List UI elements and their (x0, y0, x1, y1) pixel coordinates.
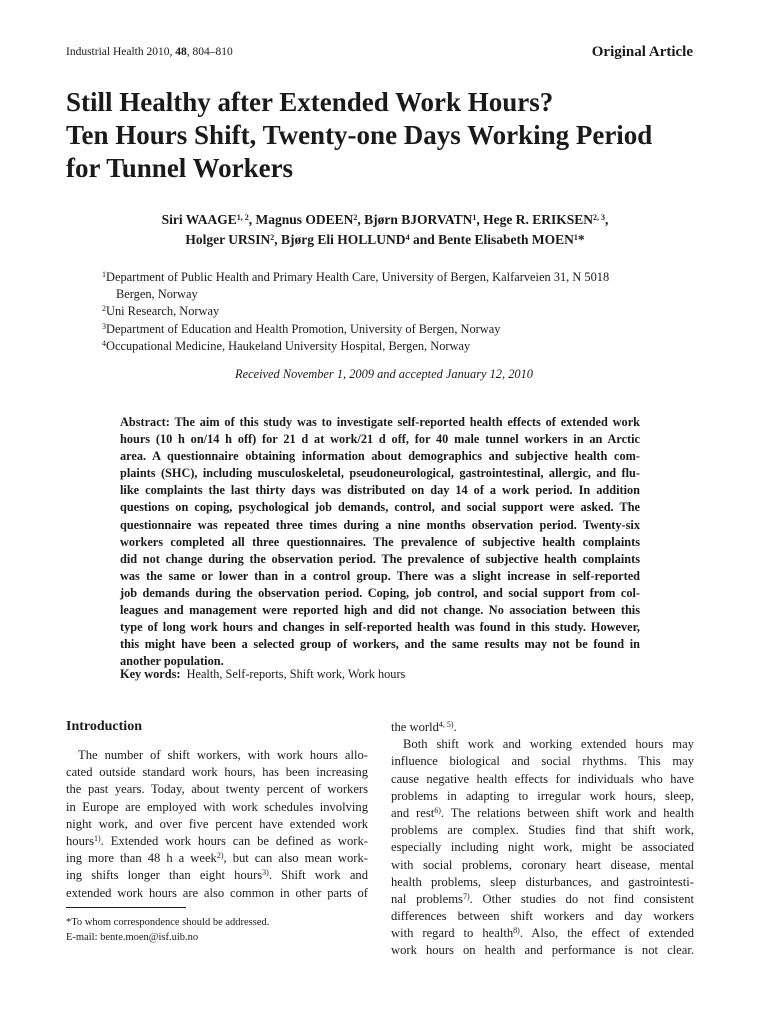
author-name: Siri WAAGE (161, 212, 237, 227)
author-name: , Bjørn BJORVATN (357, 212, 473, 227)
abstract-line: Abstract: The aim of this study was to investigate self-reported health effects of extended work (120, 415, 640, 429)
affiliation-text: Department of Public Health and Primary Health Care, University of Bergen, Kalfarveien 31, N 5018 (106, 270, 610, 284)
abstract-line: questions on coping, psychological job demands, control, and social support were asked. The (120, 500, 640, 515)
keywords-value: Health, Self-reports, Shift work, Work hours (180, 667, 406, 681)
body-line: problems in adapting to irregular work hours, sleep, (391, 788, 694, 803)
title-line: Ten Hours Shift, Twenty-one Days Working Period (66, 120, 653, 150)
abstract-line: workers completed all three questionnaires. The prevalence of subjective health complaints (120, 534, 640, 549)
citation-sup: 6) (434, 805, 441, 815)
body-text: and rest (391, 805, 435, 820)
author-affil-sup: 1 (573, 233, 578, 242)
body-line: influence biological and social rhythms. This may (391, 754, 694, 769)
journal-pages: , 804–810 (186, 46, 233, 58)
affiliation (102, 269, 682, 286)
abstract-line: hours (10 h on/14 h off) for 21 d at work/21 d off, for 40 male tunnel workers in an Arctic (120, 432, 640, 447)
body-line (391, 719, 694, 736)
abstract-line: area. A questionnaire obtaining information about demographics and subjective health com- (120, 449, 640, 464)
body-line (66, 850, 368, 867)
abstract-line: this might have been a selected group of workers, and the same results may not be found in (120, 637, 640, 652)
body-text: . (453, 720, 457, 734)
author-list (95, 210, 675, 250)
body-text: . Extended work hours can be defined as work- (100, 833, 368, 848)
body-line: health problems, sleep disturbances, and gastrointesti- (391, 874, 694, 889)
affiliation-text: Occupational Medicine, Haukeland University Hospital, Bergen, Norway (106, 338, 471, 353)
body-line: work hours on health and performance is not clear. (391, 943, 694, 958)
body-line: differences between shift workers and day workers (391, 909, 694, 924)
body-line (66, 833, 368, 850)
corresponding-mark: * (577, 232, 585, 247)
author-affil-sup: 1 (472, 213, 477, 222)
abstract-line: leagues and management were reported high and did not change. No association between this (120, 603, 640, 618)
citation-sup: 2) (216, 851, 224, 861)
author-name: and Bente Elisabeth MOEN (409, 232, 574, 247)
body-text: . Shift work and (268, 868, 369, 883)
citation-sup: 4, 5) (438, 720, 454, 729)
author-affil-sup: 2, 3 (592, 213, 605, 222)
citation-sup: 3) (262, 868, 269, 878)
body-line (391, 805, 694, 822)
body-text: with regard to health (391, 926, 514, 941)
author-line (95, 230, 675, 250)
affiliation-text: Uni Research, Norway (106, 304, 220, 319)
body-line: problems are complex. Studies find that shift work, (391, 823, 694, 838)
body-line: Both shift work and working extended hours may (403, 737, 694, 752)
citation-sup: 8) (513, 926, 520, 936)
author-affil-sup: 2 (270, 233, 275, 242)
body-text: the world (391, 720, 439, 734)
keywords-label: Key words: (120, 667, 181, 681)
affiliation-number: 2 (102, 304, 106, 314)
abstract-line: type of long work hours and changes in self-reported health was found in this study. However, (120, 620, 640, 635)
title-line: for Tunnel Workers (66, 153, 294, 183)
body-line: extended work hours are also common in other parts of (66, 885, 368, 900)
affiliation (102, 338, 682, 355)
body-column-right (391, 719, 694, 960)
body-text: nal problems (391, 891, 463, 906)
abstract (120, 414, 640, 670)
body-line: with social problems, coronary heart disease, mental (391, 857, 694, 872)
footnote-rule (66, 907, 186, 908)
body-line: cated outside standard work hours, has been increasing (66, 765, 368, 780)
abstract-line: questionnaire was repeated three times during a nine months observation period. Twenty-six (120, 517, 640, 532)
author-line (95, 210, 675, 230)
abstract-line: like complaints the last thirty days was distributed on day 14 of a work period. In addition (120, 483, 640, 498)
body-text: . Other studies do not find consistent (469, 891, 695, 906)
body-line: night work, and over five percent have extended work (66, 816, 368, 831)
author-name: , Hege R. ERIKSEN (476, 212, 593, 227)
citation-sup: 7) (462, 891, 470, 901)
body-text: , but can also mean work- (223, 851, 368, 866)
affiliation-text: Department of Education and Health Promotion, University of Bergen, Norway (106, 321, 501, 336)
abstract-line: another population. (120, 654, 224, 669)
body-line: cause negative health effects for individuals who have (391, 771, 694, 786)
affiliation-continuation: Bergen, Norway (116, 287, 198, 302)
author-separator: , (604, 212, 609, 227)
footnote (66, 915, 269, 945)
author-name: , Magnus ODEEN (248, 212, 354, 227)
author-name: , Bjørg Eli HOLLUND (274, 232, 406, 247)
body-line: especially including night work, might be associated (391, 840, 694, 855)
author-affil-sup: 1, 2 (236, 213, 249, 222)
body-text: . The relations between shift work and health (440, 805, 694, 820)
body-line (391, 925, 694, 942)
body-text: . Also, the effect of extended (519, 926, 694, 941)
correspondence-email: E-mail: bente.moen@isf.uib.no (66, 932, 199, 943)
affiliations (102, 269, 682, 355)
body-line: The number of shift workers, with work hours allo- (78, 748, 368, 762)
abstract-line: did not change during the observation period. The prevalence of subjective health complaints (120, 551, 640, 566)
body-text: ing shifts longer than eight hours (66, 868, 263, 883)
correspondence-note: *To whom correspondence should be addressed. (66, 917, 270, 928)
body-text: hours (66, 833, 94, 848)
article-type: Original Article (591, 44, 693, 60)
affiliation-number: 4 (102, 338, 106, 348)
citation-sup: 1) (94, 833, 101, 843)
affiliation (102, 321, 682, 338)
author-name: Holger URSIN (185, 232, 271, 247)
body-line (391, 891, 694, 908)
body-text: ing more than 48 h a week (66, 851, 217, 866)
received-dates: Received November 1, 2009 and accepted January 12, 2010 (235, 367, 533, 381)
title-line: Still Healthy after Extended Work Hours? (66, 87, 554, 117)
body-line: in Europe are employed with work schedules involving (66, 799, 368, 814)
journal-volume: 48 (175, 46, 187, 58)
journal-name: Industrial Health 2010, (66, 46, 176, 58)
body-line: the past years. Today, about twenty percent of workers (66, 782, 368, 797)
abstract-line: was the same or lower than in a control group. There was a slight increase in self-reported (120, 568, 640, 583)
body-line (66, 867, 368, 884)
affiliation-number: 1 (102, 270, 106, 279)
keywords (120, 667, 405, 682)
affiliation-number: 3 (102, 321, 106, 331)
affiliation (102, 303, 682, 320)
section-heading: Introduction (66, 719, 142, 734)
abstract-line: plaints (SHC), including musculoskeletal, pseudoneurological, gastrointestinal, allergic, and flu- (120, 466, 640, 481)
body-column-left (66, 747, 368, 902)
article-title (66, 86, 716, 185)
running-header (66, 46, 233, 58)
author-affil-sup: 4 (405, 233, 410, 242)
author-affil-sup: 2 (353, 213, 358, 222)
abstract-line: job demands during the observation period. Coping, job control, and social support from col- (120, 585, 640, 600)
